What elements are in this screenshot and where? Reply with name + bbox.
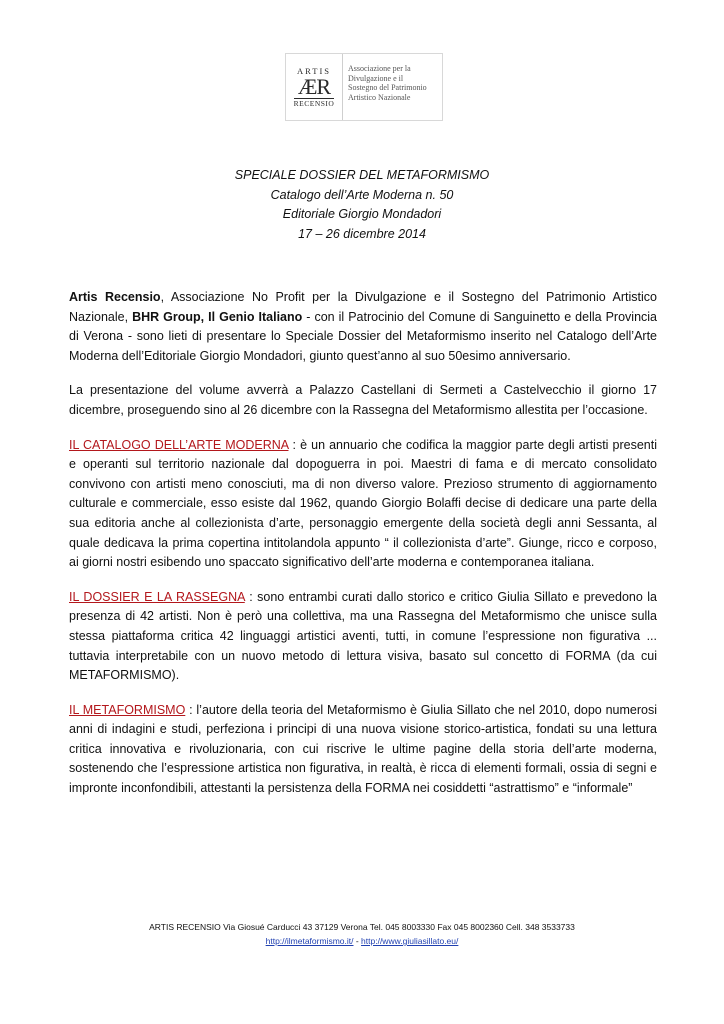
logo-caption-line: Associazione per la bbox=[348, 64, 411, 73]
dossier-heading: IL DOSSIER E LA RASSEGNA bbox=[69, 589, 245, 604]
logo-mark-top: ARTIS bbox=[296, 65, 332, 76]
headline-dates: 17 – 26 dicembre 2014 bbox=[298, 226, 426, 241]
artis-recensio-logo bbox=[285, 53, 443, 121]
headline-catalog: Catalogo dell’Arte Moderna n. 50 bbox=[270, 187, 454, 202]
intro-paragraph bbox=[69, 288, 657, 366]
logo-caption-line: Artistico Nazionale bbox=[348, 92, 411, 102]
intro-text-2: - con il Patrocinio del Comune di Sanguinetto e della Provincia di Verona - sono lieti di presentare lo Speciale Dossier del Metaformismo inserito nel Catalogo dell’Arte Moderna dell’Editoriale Giorgio Mondadori, giunto quest’anno al suo 50esimo anniversario. bbox=[69, 309, 658, 363]
metaformismo-text: : l’autore della teoria del Metaformismo è Giulia Sillato che nel 2010, dopo numerosi anni di indagini e studi, perfeziona i principi di una nuova visione storico-artistica, fondati su una lettura critica innovativa e rivoluzionaria, con cui riscrive le ultime pagine della storia dell’arte moderna, sostenendo che l’espressione artistica non figurativa, in realtà, è ricca di elementi formali, ossia di segni e impronte inconfondibili, attestanti la persistenza della FORMA nei cosiddetti “astrattismo” e “informale” bbox=[69, 702, 657, 796]
footer-address: ARTIS RECENSIO Via Giosué Carducci 43 37129 Verona Tel. 045 8003330 Fax 045 8002360 Cell. 348 3533733 bbox=[149, 922, 575, 932]
org-artis-recensio: Artis Recensio bbox=[69, 290, 161, 304]
logo-caption-line: Divulgazione e il bbox=[348, 73, 404, 83]
org-bhr-group: BHR Group, Il Genio Italiano bbox=[132, 309, 303, 324]
document-headline bbox=[0, 166, 724, 244]
metaformismo-paragraph bbox=[69, 701, 657, 799]
headline-title: SPECIALE DOSSIER DEL METAFORMISMO bbox=[234, 168, 490, 182]
footer-links bbox=[0, 934, 724, 948]
document-body bbox=[69, 288, 657, 813]
dossier-paragraph bbox=[69, 588, 657, 686]
headline-publisher: Editoriale Giorgio Mondadori bbox=[282, 207, 442, 221]
logo-mark-bottom: RECENSIO bbox=[293, 98, 335, 108]
logo-mark-monogram: ÆR bbox=[297, 73, 331, 99]
logo-mark bbox=[286, 54, 343, 120]
catalogo-text: : è un annuario che codifica la maggior parte degli artisti presenti e operanti sul territorio nazionale dal dopoguerra in poi. Maestri di fama e di mercato consolidato convivono con artisti meno conosciuti, ma di non diverso valore. Prezioso strumento di aggiornamento culturale e commerciale, esso esiste dal 1962, quando Giorgio Bolaffi decise di dedicare una parte della sua editoria anche al collezionista d’arte, personaggio emergente della società degli anni Sessanta, al quale dedicava la prima copertina intitolandola appunto “ il collezionista d’arte”. Giunge, ricco e corposo, ai giorni nostri esibendo uno spaccato significativo dell’arte moderna e contemporanea italiana. bbox=[69, 437, 657, 570]
metaformismo-heading: IL METAFORMISMO bbox=[69, 702, 186, 717]
catalogo-heading: IL CATALOGO DELL’ARTE MODERNA bbox=[69, 437, 289, 452]
logo-caption-line: Sostegno del Patrimonio bbox=[348, 83, 427, 92]
dossier-text: : sono entrambi curati dallo storico e critico Giulia Sillato e prevedono la presenza di 42 artisti. Non è però una collettiva, ma una Rassegna del Metaformismo che unisce sulla stessa piattaforma critica 42 linguaggi artistici aventi, tutti, in comune l’espressione non figurativa ... tuttavia interpretabile con un nuovo metodo di lettura visiva, basato sul concetto di FORMA (da cui METAFORMISMO). bbox=[69, 589, 657, 683]
footer-link-separator: - bbox=[353, 936, 362, 946]
intro-text-1: , Associazione No Profit per la Divulgazione e il Sostegno del Patrimonio Artistico Nazionale, bbox=[69, 290, 657, 324]
logo-caption bbox=[343, 54, 427, 120]
page-footer bbox=[0, 920, 724, 948]
link-ilmetaformismo[interactable]: http://ilmetaformismo.it/ bbox=[265, 936, 354, 946]
presentation-paragraph: La presentazione del volume avverrà a Palazzo Castellani di Sermeti a Castelvecchio il giorno 17 dicembre, proseguendo sino al 26 dicembre con la Rassegna del Metaformismo allestita per l’occasione. bbox=[69, 383, 657, 417]
catalogo-paragraph bbox=[69, 436, 657, 573]
link-giuliasillato[interactable]: http://www.giuliasillato.eu/ bbox=[361, 936, 459, 946]
